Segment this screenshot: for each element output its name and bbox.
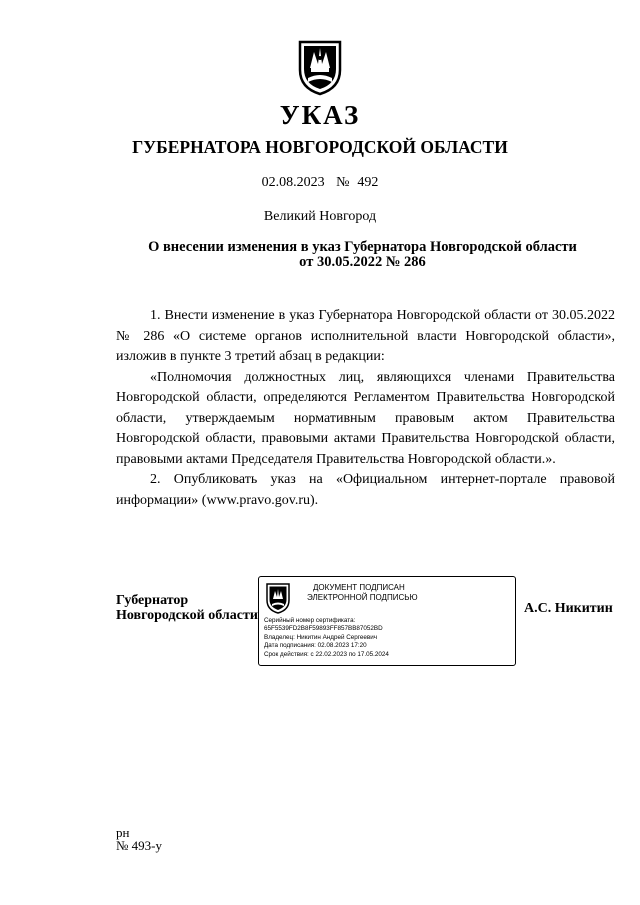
paragraph-3: 2. Опубликовать указ на «Официальном интернет-портале правовой информации» (www.pravo.gov.ru). (116, 472, 615, 508)
number-sign: № (336, 175, 350, 190)
electronic-signature-stamp (258, 576, 516, 666)
document-city: Великий Новгород (263, 209, 377, 224)
stamp-title-line-1: ДОКУМЕНТ ПОДПИСАН (313, 583, 405, 592)
stamp-signed-date: Дата подписания: 02.08.2023 17:20 (264, 642, 367, 650)
document-date: 02.08.2023 (261, 175, 325, 190)
position-line-1: Губернатор (116, 593, 189, 608)
paragraph-1: 1. Внести изменение в указ Губернатора Новгородской области от 30.05.2022 № 286 «О системе органов исполнительной власти Новгородской области», изложив в пункте 3 третий абзац в редакции: (116, 308, 615, 364)
stamp-title (307, 583, 512, 603)
heading-line-1: О внесении изменения в указ Губернатора Новгородской области (148, 239, 577, 255)
date-number-line (0, 175, 640, 191)
document-body (116, 306, 615, 511)
stamp-validity: Срок действия: с 22.02.2023 по 17.05.2024 (264, 650, 389, 658)
stamp-owner: Владелец: Никитин Андрей Сергеевич (264, 633, 378, 641)
signatory-position (116, 593, 258, 623)
document-subtitle: ГУБЕРНАТОРА НОВГОРОДСКОЙ ОБЛАСТИ (132, 137, 508, 157)
stamp-details (264, 617, 514, 659)
position-line-2: Новгородской области (116, 608, 258, 623)
footer-reg-number: № 493-у (116, 838, 162, 853)
document-heading (100, 240, 625, 270)
coat-of-arms-icon (296, 38, 344, 96)
stamp-coat-of-arms-icon (265, 582, 291, 614)
document-number: 492 (357, 175, 379, 190)
heading-line-2: от 30.05.2022 № 286 (299, 254, 426, 270)
signatory-name: А.С. Никитин (524, 601, 613, 616)
paragraph-2: «Полномочия должностных лиц, являющихся членами Правительства Новгородской области, определяются Регламентом Правительства Новгородской области, утверждаемым нормативным правовым актом Правительства Новгородской области, правовыми актами Правительства Новгородской области, правовыми актами Председателя Правительства Новгородской области.». (116, 369, 615, 467)
stamp-title-line-2: ЭЛЕКТРОННОЙ ПОДПИСЬЮ (307, 593, 418, 602)
stamp-cert-label: Серийный номер сертификата: (264, 617, 356, 624)
footer-registration (116, 826, 162, 852)
stamp-cert-number: 65F5539FD2B8F59893FF857BB87052BD (264, 625, 383, 633)
document-title: УКАЗ (279, 100, 361, 130)
footer-initials: рн (116, 825, 130, 840)
